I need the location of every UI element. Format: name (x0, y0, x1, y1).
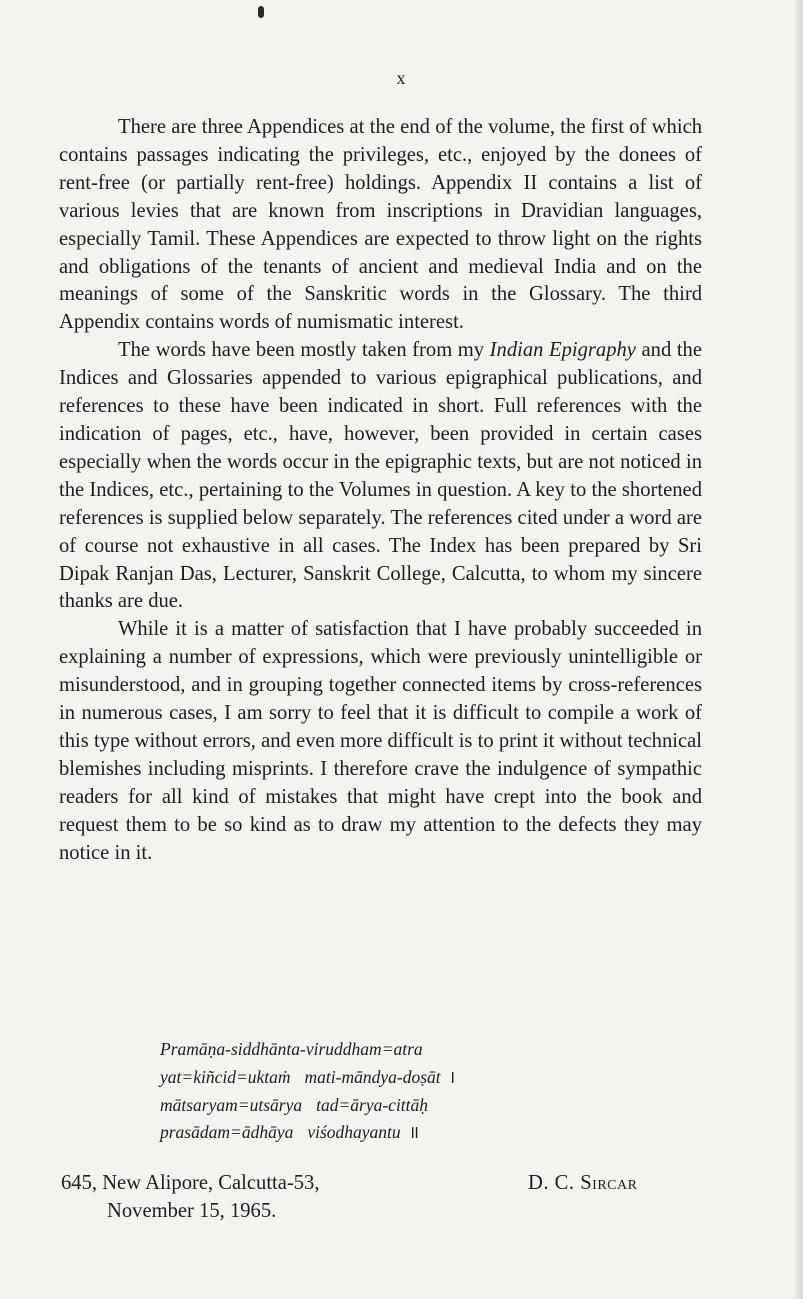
verse-line-text: Pramāṇa-siddhānta-viruddham=atra (160, 1039, 423, 1059)
verse-line-text: yat=kiñcid=uktaṁ (160, 1066, 291, 1087)
author-initials: D. C. (528, 1172, 575, 1194)
author-signature (528, 1170, 637, 1198)
address-line: 645, New Alipore, Calcutta-53, (61, 1172, 320, 1194)
sanskrit-verse (160, 1036, 560, 1147)
verse-line (160, 1036, 560, 1064)
date-line: November 15, 1965. (107, 1199, 277, 1222)
verse-line-text: tad=ārya-cittāḥ (316, 1094, 429, 1115)
author-address (61, 1170, 320, 1225)
author-surname: Sircar (580, 1172, 638, 1194)
verse-line (160, 1064, 560, 1092)
verse-line-text: prasādam=ādhāya (160, 1122, 294, 1143)
paragraph-appendices: There are three Appendices at the end of the volume, the first of which contains passages indicating the privileges, etc., enjoyed by the donees of rent-free (or partially rent-free) holdings. Appendix II contains a list of various levies that are known from inscriptions in Dravidian languages, especially Tamil. These Appendices are expected to throw light on the rights and obligations of the tenants of ancient and medieval India and on the meanings of some of the Sanskritic words in the Glossary. The third Appendix contains words of numismatic interest. (59, 116, 702, 334)
preface-body (59, 114, 702, 867)
verse-line-text: viśodhayantu (307, 1122, 401, 1143)
page-number: x (396, 68, 407, 88)
double-danda-mark: ॥ (408, 1122, 420, 1143)
paragraph-sources (59, 337, 702, 616)
paragraph-apology: While it is a matter of satisfaction that I have probably succeeded in explaining a number of expressions, which were previously unintelligible or misunderstood, and in grouping together connected items by cross-references in numerous cases, I am sorry to feel that it is difficult to compile a work of this type without errors, and even more difficult is to print it without technical blemishes including misprints. I therefore crave the indulgence of sympathic readers for all kind of mistakes that might have crept into the book and request them to be so kind as to draw my attention to the defects they may notice in it. (59, 618, 702, 864)
verse-line (160, 1119, 560, 1147)
paragraph-sources-pre: The words have been mostly taken from my (118, 339, 490, 362)
verse-line-text: mātsaryam=utsārya (160, 1094, 303, 1115)
verse-line (160, 1092, 560, 1120)
verse-line-text: mati-māndya-doṣāt (304, 1066, 441, 1087)
paragraph-sources-post: and the Indices and Glossaries appended to various epigraphical publications, and references to these have been indicated in short. Full references with the indication of pages, etc., have, however, been provided in certain cases especially when the words occur in the epigraphic texts, but are not noticed in the Indices, etc., pertaining to the Volumes in question. A key to the shortened references is supplied below separately. The references cited under a word are of course not exhaustive in all cases. The Index has been prepared by Sri Dipak Ranjan Das, Lecturer, Sanskrit College, Calcutta, to whom my sincere thanks are due. (59, 339, 702, 613)
danda-mark: । (448, 1066, 456, 1087)
page-edge-shadow (793, 0, 803, 1299)
ink-mark (258, 6, 264, 18)
book-title-indian-epigraphy: Indian Epigraphy (489, 339, 636, 362)
